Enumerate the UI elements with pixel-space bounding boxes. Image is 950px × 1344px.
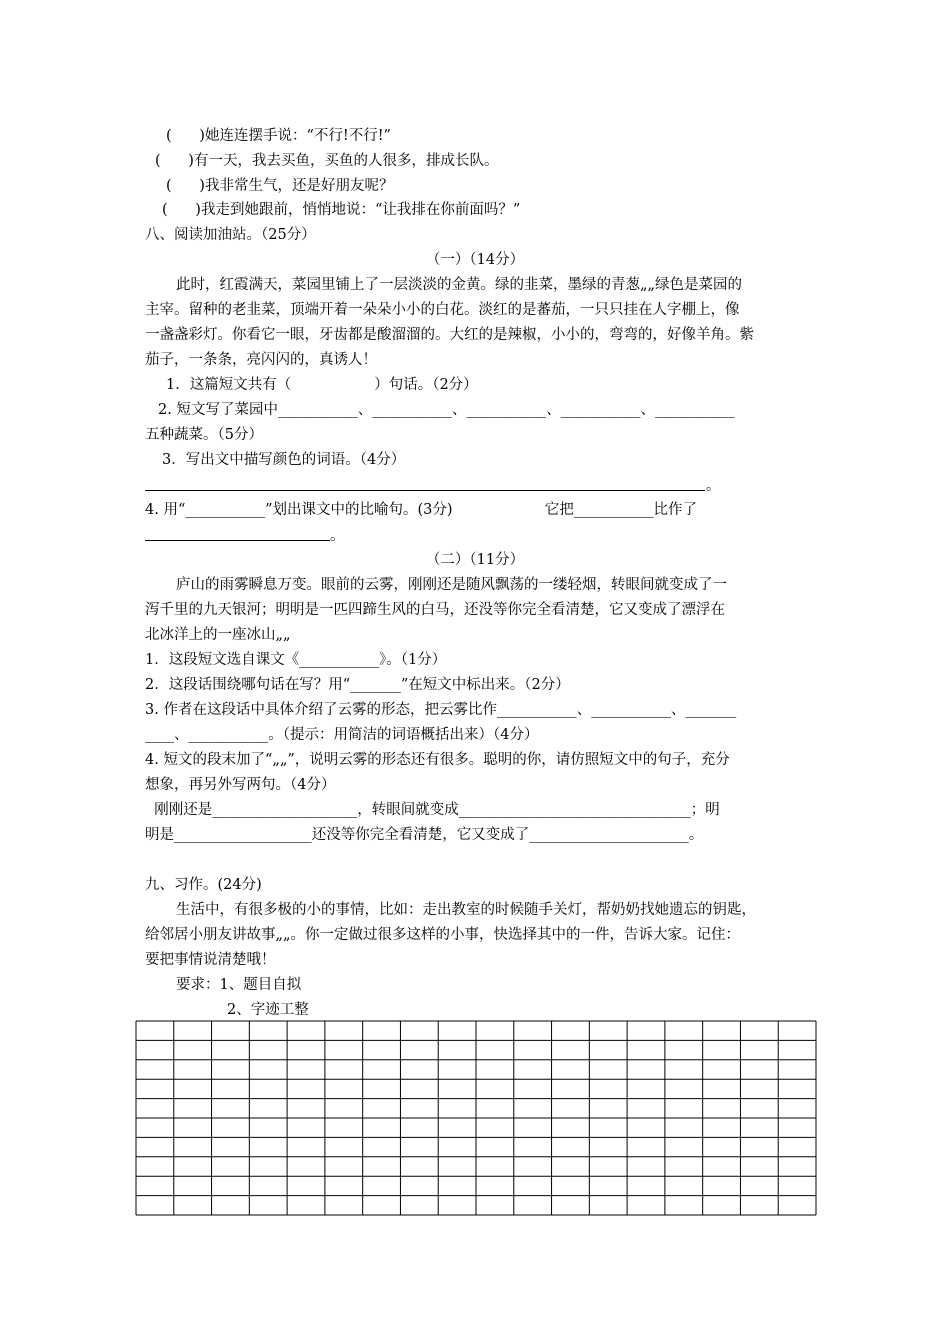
p1-question-4: 4. 用“___________”划出课文中的比喻句。(3分) 它把___________比作了 [145,502,697,518]
passage-1-line-3: 一盏盏彩灯。你看它一眼，牙齿都是酸溜溜的。大红的是辣椒，小小的，弯弯的，好像羊角。紫 [145,327,754,343]
p1-q3-answer-line[interactable] [145,490,705,491]
essay-prompt-line-1: 生活中，有很多极的小的事情，比如：走出教室的时候随手关灯，帮奶奶找她遗忘的钥匙， [176,902,756,918]
reorder-item-3: ( )我非常生气，还是好朋友呢？ [166,178,394,194]
p2-question-4-blank-2: 明是___________________还没等你完全看清楚，它又变成了______________________。 [145,827,704,843]
essay-prompt-line-3: 要把事情说清楚哦！ [145,952,276,968]
p2-question-4: 4. 短文的段末加了“„„”，说明云雾的形态还有很多。聪明的你，请仿照短文中的句子，充分 [145,752,730,768]
p1-q3-end: 。 [706,478,721,494]
essay-requirement-1: 要求：1、题目自拟 [176,977,302,993]
p1-question-2: 2. 短文写了菜园中___________、___________、___________、___________、___________ [158,402,735,418]
passage-1-heading: （一）（14分） [425,252,525,268]
passage-1-line-4: 茄子，一条条，亮闪闪的，真诱人！ [145,352,377,368]
passage-2-line-2: 泻千里的九天银河；明明是一匹四蹄生风的白马，还没等你完全看清楚，它又变成了漂浮在 [145,602,725,618]
passage-2-heading: （二）（11分） [425,552,525,568]
p1-question-3: 3．写出文中描写颜色的词语。（4分） [162,452,406,468]
p1-question-2-cont: 五种蔬菜。（5分） [145,427,263,443]
reorder-item-2: ( )有一天，我去买鱼，买鱼的人很多，排成长队。 [155,153,499,169]
p2-question-2: 2．这段话围绕哪句话在写？用“_______”在短文中标出来。（2分） [145,677,570,693]
passage-2-line-3: 北冰洋上的一座冰山„„ [145,627,291,643]
p2-question-4-cont: 想象，再另外写两句。（4分） [145,777,336,793]
p2-question-3-cont: ____、___________。（提示：用简洁的词语概括出来）（4分） [145,727,539,743]
reorder-item-4: ( )我走到她跟前，悄悄地说：“让我排在你前面吗？” [162,202,521,218]
writing-grid[interactable] [135,1020,817,1216]
essay-prompt-line-2: 给邻居小朋友讲故事„„。你一定做过很多这样的小事，快选择其中的一件，告诉大家。记住： [145,927,741,943]
p2-question-3: 3. 作者在这段话中具体介绍了云雾的形态，把云雾比作___________、___________、_______ [145,702,737,718]
passage-2-line-1: 庐山的雨雾瞬息万变。眼前的云雾，刚刚还是随风飘荡的一缕轻烟，转眼间就变成了一 [176,577,727,593]
passage-1-line-1: 此时，红霞满天，菜园里铺上了一层淡淡的金黄。绿的韭菜，墨绿的青葱„„绿色是菜园的 [176,277,743,293]
p1-q4-answer-line[interactable] [145,540,330,541]
p2-question-4-blank-1: 刚刚还是____________________，转眼间就变成________________________________；明 [145,802,720,818]
section-8-title: 八、阅读加油站。（25分） [145,227,316,243]
p1-question-1: 1．这篇短文共有（ ）句话。（2分） [166,377,478,393]
essay-requirement-2: 2、字迹工整 [227,1002,309,1018]
p1-q4-end: 。 [330,528,345,544]
p2-question-1: 1．这段短文选自课文《___________》。（1分） [145,652,447,668]
section-9-title: 九、习作。(24分) [145,877,262,893]
passage-1-line-2: 主宰。留种的老韭菜，顶端开着一朵朵小小的白花。淡红的是蕃茄，一只只挂在人字棚上，像 [145,302,740,318]
reorder-item-1: ( )她连连摆手说：“不行!不行!” [166,128,391,144]
